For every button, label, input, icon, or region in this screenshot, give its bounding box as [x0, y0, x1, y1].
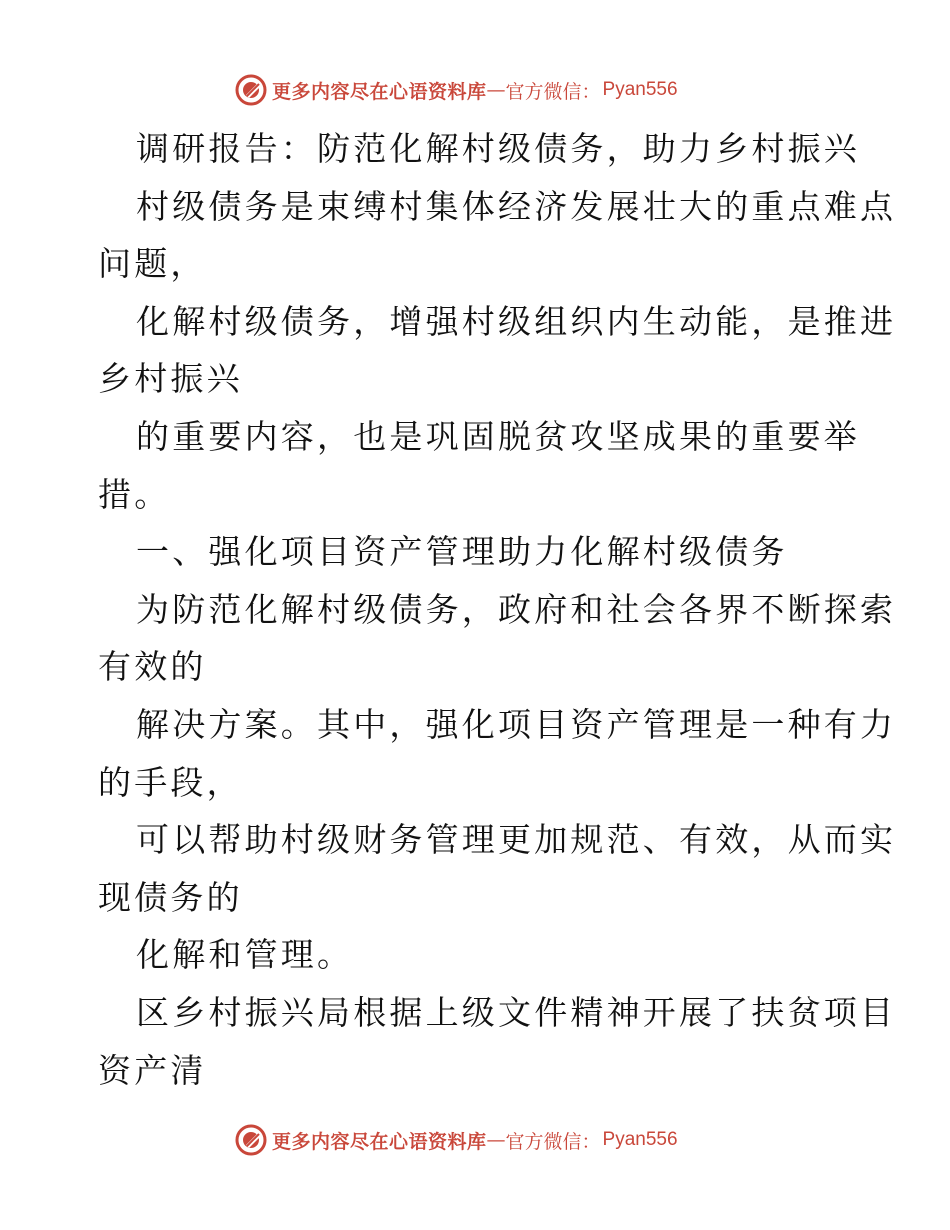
watermark-separator: — [486, 79, 506, 101]
watermark-header [234, 72, 678, 108]
watermark-wechat-id: Pyan556 [602, 1129, 678, 1150]
watermark-brand: 更多内容尽在心语资料库 [272, 1130, 487, 1153]
text-line: 调研报告：防范化解村级债务，助力乡村振兴 [136, 129, 860, 168]
text-line: 化解村级债务，增强村级组织内生动能，是推进 [136, 301, 897, 341]
document-body [98, 120, 897, 1099]
seal-logo-icon [234, 1123, 268, 1157]
text-line: 的重要内容，也是巩固脱贫攻坚成果的重要举 [136, 416, 860, 456]
seal-logo-icon [234, 73, 268, 107]
text-line: 的手段， [98, 762, 243, 802]
watermark-brand: 更多内容尽在心语资料库 [272, 80, 487, 103]
text-line: 乡村振兴 [98, 359, 243, 399]
text-line: 资产清 [98, 1050, 207, 1090]
watermark-separator: — [486, 1129, 506, 1151]
text-line: 村级债务是束缚村集体经济发展壮大的重点难点 [136, 186, 897, 226]
text-line: 区乡村振兴局根据上级文件精神开展了扶贫项目 [136, 992, 897, 1032]
watermark-wechat-id: Pyan556 [602, 79, 678, 100]
text-line: 化解和管理。 [136, 935, 354, 975]
text-line: 措。 [98, 474, 171, 514]
text-line: 有效的 [98, 647, 207, 687]
text-line: 现债务的 [98, 877, 243, 917]
watermark-label: 官方微信： [505, 1130, 601, 1153]
watermark-footer [234, 1122, 678, 1158]
text-line: 问题， [98, 244, 207, 284]
text-line: 解决方案。其中，强化项目资产管理是一种有力 [136, 704, 897, 744]
text-line: 为防范化解村级债务，政府和社会各界不断探索 [136, 589, 897, 629]
text-line: 一、强化项目资产管理助力化解村级债务 [136, 532, 788, 572]
text-line: 可以帮助村级财务管理更加规范、有效，从而实 [136, 820, 897, 860]
watermark-label: 官方微信： [505, 80, 601, 103]
